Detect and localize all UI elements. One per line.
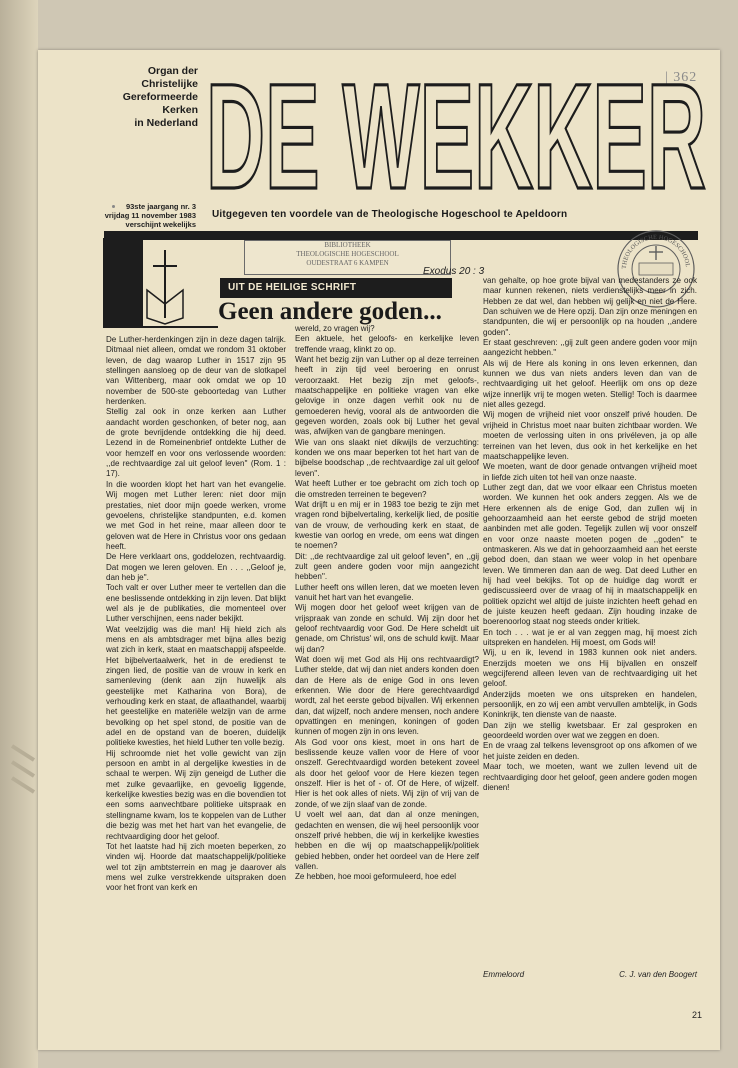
paragraph: Dan zijn we stellig kwetsbaar. Er zal gesproken en geoordeeld worden over wat we zeggen en doen. (483, 720, 697, 741)
paragraph: Tot het laatste had hij zich moeten beperken, zo vinden wij. Hoorde dat maatschappelijk/politieke wel tot zijn ambtsterrein en mag je daarover als mens wel zulke verstrekkende uitspraken doen voor het front van kerk en (106, 841, 286, 893)
margin-stain (8, 740, 38, 800)
paragraph: Wij mogen de vrijheid niet voor onszelf privé houden. De vrijheid in Christus moet naar buiten zichtbaar worden. We moeten de verlossing uiten in ons privéleven, ja op alle terreinen van het leven, dus ook in het kerkelijke en het maatschappelijke leven. (483, 410, 697, 461)
paragraph: Luther heeft ons willen leren, dat we moeten leven vanuit het hart van het evangelie. (295, 582, 479, 602)
paragraph: Als God voor ons kiest, moet in ons hart de beslissende keuze vallen voor de Here of voor onszelf. Gerechtvaardigd worden betekent zoveel als door het geloof voor de Here kiezen tegen onszelf. Hier is het of - of. Of de Here, of wijzelf. Hier is het ook alles of niets. Wij zijn of vrij van de zonde, of we zijn slaaf van de zonde. (295, 737, 479, 809)
issue-date: vrijdag 11 november 1983 (104, 211, 196, 220)
paragraph: We moeten, want de door genade ontvangen vrijheid moet in liefde zich uiten tot heil van onze naaste. (483, 462, 697, 482)
org-line: in Nederland (134, 117, 198, 129)
pencil-note: | 362 (665, 70, 698, 85)
library-stamp (244, 240, 451, 275)
paragraph: Er staat geschreven: ,,gij zult geen andere goden voor mijn aangezicht hebben.'' (483, 338, 697, 358)
paragraph: En de vraag zal telkens levensgroot op ons afkomen of we het juiste zeiden en deden. (483, 741, 697, 761)
paragraph: Toch valt er over Luther meer te vertellen dan die ene beslissende ontdekking in zijn leven. Dat blijkt wel als je de publikaties, die momenteel over Luther verschijnen, eens nader bekijkt. (106, 583, 286, 624)
newspaper-page (38, 50, 720, 1050)
paragraph: Als wij de Here als koning in ons leven erkennen, dan kunnen we dus van niets anders leven dan van de rechtvaardiging uit het geloof. Heerlijk om ons op deze wijze innerlijk vrij te mogen weten. Stellig! Toch is daarmee niet alles gezegd. (483, 358, 697, 410)
stamp-line: OUDESTRAAT 6 KAMPEN (306, 259, 389, 267)
scripture-reference: Exodus 20 : 3 (423, 266, 485, 277)
paragraph: Maar toch, we moeten, want we zullen levend uit de rechtvaardiging door het geloof, geen andere goden mogen dienen! (483, 762, 697, 792)
issue-frequency: verschijnt wekelijks (125, 220, 196, 229)
org-line: Gereformeerde (122, 91, 198, 103)
stamp-line: BIBLIOTHEEK (324, 241, 371, 249)
paragraph: Wie van ons slaakt niet dikwijls de verzuchting: konden we ons maar beperken tot het hart van de bijbelse boodschap ,,de rechtvaardige zal uit geloof leven''. (295, 437, 479, 478)
paragraph: van gehalte, op hoe grote bijval van medestanders ze ook maar kunnen rekenen, niets verdienstelijks meer in zich. Hebben ze dat wel, dan hebben wij gelijk en niet de Here. Dan schuiven we de Here opzij. Dan zijn onze meningen en standpunten, die wij er persoonlijk op na houden ,,andere goden''. (483, 276, 697, 337)
cross-book-icon (103, 238, 218, 328)
author-place: Emmeloord (483, 970, 525, 979)
paragraph: U voelt wel aan, dat dan al onze meningen, gedachten en wensen, die wij heel persoonlijk voor onszelf privé hebben, die wij in kerkelijke kwesties hebben en die wij op maatschappelijk/politiek gebied hebben, onder het oordeel van de Here zelf vallen. (295, 810, 479, 871)
paragraph: Want het bezig zijn van Luther op al deze terreinen heeft in zijn tijd veel beroering en onrust veroorzaakt. Het bezig zijn met geloofs-, maatschappelijke en politieke vragen van elke gelovige in onze dagen verhit ook nu de gemoederen hevig, vooral als de antwoorden die gegeven worden, zoals ook bij Luther het geval was, afwijken van de gangbare meningen. (295, 355, 479, 437)
stamp-line: THEOLOGISCHE HOGESCHOOL (296, 250, 399, 258)
article-column-3 (483, 276, 697, 793)
paragraph: Wij mogen door het geloof weet krijgen van de vrijspraak van zonde en schuld. Wij zijn door het geloof rechtvaardig voor God. De Here scheldt uit genade, om Christus' wil, ons de schuld kwijt. Maar wij dan? (295, 603, 479, 654)
org-line: Organ der (147, 65, 198, 77)
article-title: Geen andere goden... (218, 298, 442, 325)
issue-number: 93ste jaargang nr. 3 (125, 202, 196, 211)
section-label: UIT DE HEILIGE SCHRIFT (220, 278, 452, 298)
paragraph: In die woorden klopt het hart van het evangelie. Wij mogen met Luther leren: niet door mijn prestaties, niet door mijn goede werken, vrome gevoelens, christelijke standpunten, e.d. komen we met God in het reine, maar alleen door te geloven wat de Here in Christus voor ons gedaan heeft. (106, 479, 286, 551)
article-signature (483, 970, 697, 979)
paragraph: Stellig zal ook in onze kerken aan Luther aandacht worden geschonken, of beter nog, aan de grote bevrijdende ontdekking die hij deed. Lezend in de Romeinenbrief ontdekte Luther de voor hemzelf en voor ons verlossende woorden: ,,de rechtvaardige zal uit geloof leven'' (Rom. 1 : 17). (106, 407, 286, 479)
paragraph: wereld, zo vragen wij? (295, 324, 375, 333)
article-column-2 (295, 324, 479, 883)
publisher-statement (88, 65, 198, 130)
author-name: C. J. van den Boogert (619, 970, 697, 979)
issue-info (78, 202, 196, 229)
masthead-title (201, 58, 711, 208)
org-line: Christelijke (141, 78, 198, 90)
seal-text: THEOLOGISCHE HOGESCHOOL (620, 233, 691, 270)
paragraph: Wat heeft Luther er toe gebracht om zich toch op die omstreden terreinen te begeven? (295, 479, 479, 499)
paragraph: Een aktuele, het geloofs- en kerkelijke leven treffende vraag, klinkt zo op. (295, 334, 479, 354)
publication-tagline: Uitgegeven ten voordele van de Theologische Hogeschool te Apeldoorn (212, 209, 568, 220)
paragraph: Ze hebben, hoe mooi geformuleerd, hoe edel (295, 872, 457, 882)
paragraph: Wat veelzijdig was die man! Hij hield zich als mens en als ambtsdrager met bijna alles bezig wat zich in kerk, staat en maatschappij afspeelde. Het bijbelvertaalwerk, het in de eredienst te zingen lied, de positie van de vrouw in kerk en samenleving (denk aan zijn huwelijk als geestelijke met Katharina von Bora), de verhouding kerk en staat, de aflaathandel, waarbij het geestelijke en materiële welzijn van de arme bevolking op het spel stond, de positie van de adel en de opstand van de boeren, duidelijk politieke kwesties, het hield Luther ten volle bezig. (106, 624, 286, 748)
paragraph: Hij schroomde niet het volle gewicht van zijn persoon en ambt in al dergelijke kwesties in de schaal te werpen. Wij zijn geneigd de Luther die met zulke gevaarlijke, en gevoelig liggende, kerkelijke kwesties bezig was en die bovendien tot een soms aanvechtbare politieke uitspraak en stellingname kwam, los te koppelen van de Luther die bezig was met het hart van het evangelie, de rechtvaardiging door het geloof. (106, 748, 286, 841)
paragraph: Wat doen wij met God als Hij ons rechtvaardigt? Luther stelde, dat wij dan niet anders konden doen dan de Here als de enige God in ons leven erkennen. Wie door de Here gerechtvaardigd wordt, zal het eerste gebod bijvallen. Wij erkennen dan, dat wijzelf, noch andere mensen, noch andere opvattingen en meningen, koningen of goden kunnen of mogen zijn in ons leven. (295, 655, 479, 737)
paragraph: Wij, u en ik, levend in 1983 kunnen ook niet anders. Enerzijds moeten we ons Hij bijvallen en onszelf wegcijferend alleen leven van de rechtvaardiging uit het geloof. (483, 648, 697, 689)
paragraph: Luther zegt dan, dat we voor elkaar een Christus moeten worden. We kunnen het ook anders zeggen. Als we de Here erkennen als de enige God, dan zullen wij in gehoorzaamheid aan het eerste gebod de strijd moeten aanbinden met alle goden. Tegelijk zullen wij voor onszelf en voor onze naaste moeten pogen de ,,goden'' te ontmaskeren. Als we dat in gehoorzaamheid aan het eerste gebod doen, dan staan we weer volop in het openbare leven. We timmeren dan aan de weg. Dat deed Luther en hij had veel bekijks. Tot op de huidige dag wordt er gediscussieerd over de vraag of hij in maatschappelijk en politiek opzicht wel altijd de juiste inzichten heeft gehad en de juiste keuzen heeft gedaan. Zijn houding inzake de boerenoorlog staat nog steeds onder kritiek. (483, 482, 697, 627)
page-number: 21 (692, 1010, 703, 1020)
paragraph: Dit: ,,de rechtvaardige zal uit geloof leven'', en ,,gij zult geen andere goden voor mijn aangezicht hebben''. (295, 551, 479, 582)
paragraph: De Luther-herdenkingen zijn in deze dagen talrijk. Ditmaal niet alleen, omdat we rondom 31 oktober leven, de dag waarop Luther in 1517 zijn 95 stellingen aansloeg op de deur van de slotkapel van Wittenberg, maar ook omdat we op 10 november de 500-ste geboortedag van Luther herdenken. (106, 335, 286, 407)
book-spine (0, 0, 38, 1068)
org-line: Kerken (162, 104, 198, 116)
paragraph: De Here verklaart ons, goddelozen, rechtvaardig. Dat mogen we leren geloven. En . . . ,,Geloof je, dan heb je''. (106, 552, 286, 582)
paragraph: En toch . . . wat je er al van zeggen mag, hij moest zich uitspreken en handelen. Hij moest, om Gods wil! (483, 627, 697, 648)
masthead-title-text: DE WEKKER (206, 58, 706, 208)
paragraph: Wat drijft u en mij er in 1983 toe bezig te zijn met vragen rond bijbelvertaling, kerkelijk lied, de positie van de vrouw, de verhouding kerk en staat, de kwestie van oorlog en vrede, om eens wat dingen te noemen? (295, 499, 479, 551)
paragraph: Anderzijds moeten we ons uitspreken en handelen, persoonlijk, en zo wij een ambt vervullen ambtelijk, in Gods Koninkrijk, ten dienste van de naaste. (483, 689, 697, 720)
article-column-1 (106, 335, 286, 894)
